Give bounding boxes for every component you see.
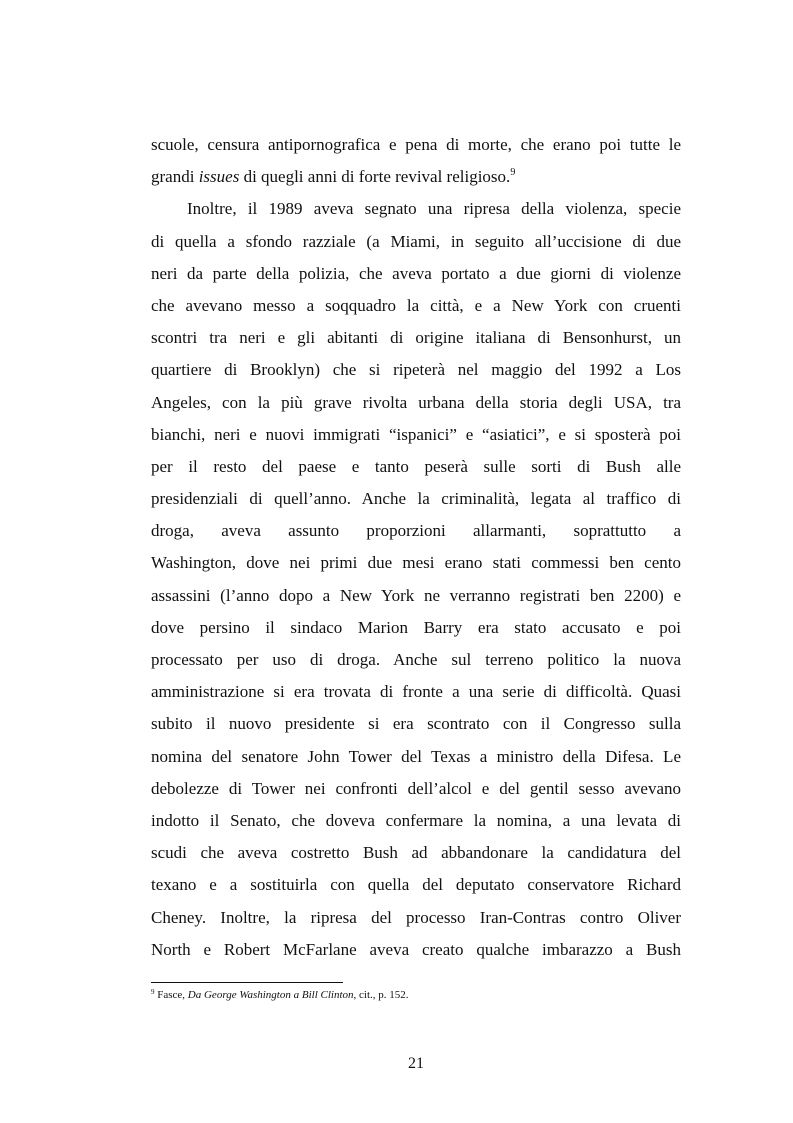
text-line: Angeles, con la più grave rivolta urbana della storia degli USA, tra bbox=[151, 392, 681, 412]
text-line: processato per uso di droga. Anche sul terreno politico la nuova bbox=[151, 650, 681, 669]
text-line: che avevano messo a soqquadro la città, e a New York con cruenti bbox=[151, 295, 681, 315]
italic-term: issues bbox=[198, 167, 240, 187]
footnote-number: 9 bbox=[151, 988, 155, 996]
text-line: scuole, censura antipornografica e pena di morte, che erano poi tutte le bbox=[151, 135, 681, 154]
body-text bbox=[151, 129, 681, 966]
text-line: scontri tra neri e gli abitanti di origine italiana di Bensonhurst, un bbox=[151, 328, 681, 348]
text-line: scudi che aveva costretto Bush ad abbandonare la candidatura del bbox=[151, 843, 681, 863]
text-line: indotto il Senato, che doveva confermare la nomina, a una levata di bbox=[151, 810, 681, 830]
footnote-text: Fasce, bbox=[154, 989, 188, 1001]
text-line: neri da parte della polizia, che aveva portato a due giorni di violenze bbox=[151, 263, 681, 283]
text-line: droga, aveva assunto proporzioni allarmanti, soprattutto a bbox=[151, 521, 681, 541]
text-line: assassini (l’anno dopo a New York ne verranno registrati ben 2200) e bbox=[151, 585, 681, 605]
text-line: Cheney. Inoltre, la ripresa del processo Iran-Contras contro Oliver bbox=[151, 907, 681, 927]
text-line: North e Robert McFarlane aveva creato qualche imbarazzo a Bush bbox=[151, 939, 681, 959]
text-line: nomina del senatore John Tower del Texas a ministro della Difesa. Le bbox=[151, 746, 681, 766]
footnote bbox=[151, 988, 681, 1002]
text-line: dove persino il sindaco Marion Barry era stato accusato e poi bbox=[151, 617, 681, 637]
footnote-separator bbox=[151, 982, 343, 983]
footnote-text: , cit., p. 152. bbox=[353, 989, 409, 1001]
text-line bbox=[151, 161, 681, 193]
text-line: texano e a sostituirla con quella del deputato conservatore Richard bbox=[151, 875, 681, 895]
text-line: amministrazione si era trovata di fronte a una serie di difficoltà. Quasi bbox=[151, 682, 681, 702]
text-line: presidenziali di quell’anno. Anche la criminalità, legata al traffico di bbox=[151, 489, 681, 509]
text-run: di quegli anni di forte revival religioso. bbox=[239, 167, 511, 187]
text-line: subito il nuovo presidente si era scontrato con il Congresso sulla bbox=[151, 714, 681, 734]
page-number: 21 bbox=[408, 1055, 424, 1072]
text-line: Inoltre, il 1989 aveva segnato una ripresa della violenza, specie bbox=[187, 199, 681, 219]
footnote-title: Da George Washington a Bill Clinton bbox=[187, 989, 354, 1001]
text-line: debolezze di Tower nei confronti dell’alcol e del gentil sesso avevano bbox=[151, 778, 681, 798]
footnote-ref[interactable]: 9 bbox=[510, 167, 516, 179]
text-run: grandi bbox=[151, 167, 199, 187]
text-line: Washington, dove nei primi due mesi erano stati commessi ben cento bbox=[151, 553, 681, 573]
text-line: di quella a sfondo razziale (a Miami, in seguito all’uccisione di due bbox=[151, 231, 681, 251]
text-line: quartiere di Brooklyn) che si ripeterà nel maggio del 1992 a Los bbox=[151, 360, 681, 380]
text-line: bianchi, neri e nuovi immigrati “ispanici” e “asiatici”, e si sposterà poi bbox=[151, 424, 681, 444]
text-line: per il resto del paese e tanto peserà sulle sorti di Bush alle bbox=[151, 456, 681, 476]
